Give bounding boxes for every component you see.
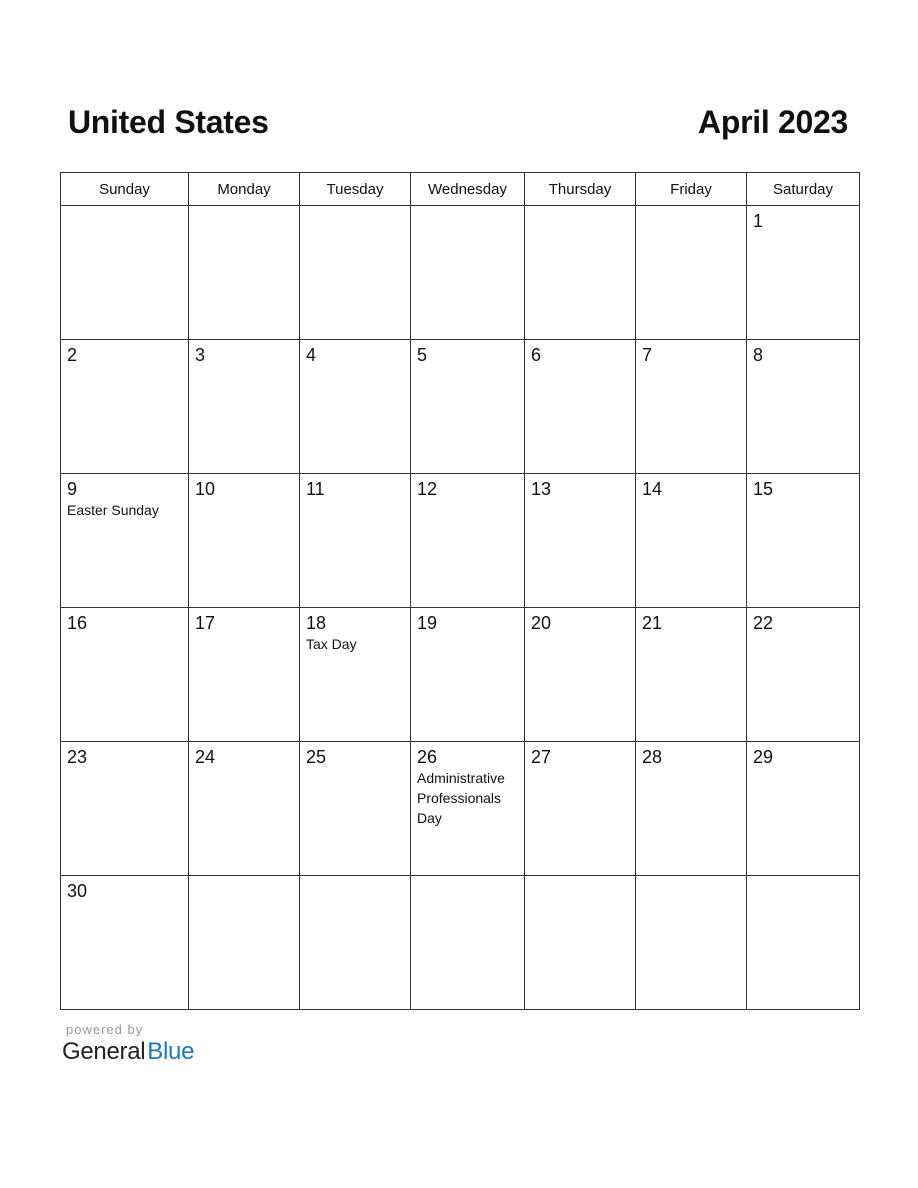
generalblue-logo (62, 1038, 194, 1066)
calendar-day-cell (636, 742, 747, 876)
day-number: 9 (67, 479, 78, 499)
calendar-day-cell (411, 608, 525, 742)
calendar-day-cell (411, 474, 525, 608)
weekday-friday: Friday (636, 173, 747, 206)
day-number: 3 (195, 345, 206, 365)
calendar-day-cell (411, 340, 525, 474)
day-number: 4 (306, 345, 317, 365)
calendar-day-cell (636, 474, 747, 608)
day-number: 14 (642, 479, 663, 499)
day-number: 16 (67, 613, 88, 633)
calendar-week-row (61, 340, 860, 474)
calendar-day-cell (61, 474, 189, 608)
day-number: 15 (753, 479, 774, 499)
day-number: 21 (642, 613, 663, 633)
day-number: 23 (67, 747, 88, 767)
calendar-day-cell (411, 876, 525, 1010)
calendar-day-cell (189, 608, 300, 742)
country-title: United States (68, 104, 269, 140)
calendar-day-cell (636, 206, 747, 340)
calendar-day-cell (300, 742, 411, 876)
weekday-wednesday: Wednesday (411, 173, 525, 206)
day-number: 27 (531, 747, 552, 767)
weekday-header-row (61, 173, 860, 206)
day-number: 17 (195, 613, 216, 633)
day-number: 8 (753, 345, 764, 365)
calendar-day-cell (300, 340, 411, 474)
day-number: 25 (306, 747, 327, 767)
calendar-day-cell (747, 742, 860, 876)
calendar-day-cell (300, 876, 411, 1010)
calendar-week-row (61, 608, 860, 742)
weekday-tuesday: Tuesday (300, 173, 411, 206)
day-number: 6 (531, 345, 542, 365)
calendar-day-cell (189, 742, 300, 876)
calendar-day-cell (747, 608, 860, 742)
day-number: 5 (417, 345, 428, 365)
day-number: 10 (195, 479, 216, 499)
calendar-grid (60, 172, 860, 1010)
day-number: 28 (642, 747, 663, 767)
calendar-day-cell (411, 206, 525, 340)
day-number: 24 (195, 747, 216, 767)
day-number: 7 (642, 345, 653, 365)
calendar-day-cell (636, 608, 747, 742)
holiday-label: Easter Sunday (67, 502, 159, 518)
calendar-day-cell (61, 206, 189, 340)
day-number: 11 (306, 479, 325, 499)
calendar-day-cell (189, 340, 300, 474)
calendar-body (61, 206, 860, 1010)
calendar-day-cell (189, 876, 300, 1010)
calendar-day-cell (300, 608, 411, 742)
calendar-day-cell (525, 608, 636, 742)
holiday-label: Administrative Professionals Day (417, 770, 505, 826)
holiday-label: Tax Day (306, 636, 357, 652)
calendar-week-row (61, 206, 860, 340)
day-number: 26 (417, 747, 438, 767)
calendar-day-cell (636, 876, 747, 1010)
calendar-week-row (61, 474, 860, 608)
weekday-sunday: Sunday (61, 173, 189, 206)
calendar-day-cell (61, 608, 189, 742)
calendar-day-cell (300, 206, 411, 340)
day-number: 2 (67, 345, 78, 365)
calendar-day-cell (525, 340, 636, 474)
day-number: 22 (753, 613, 774, 633)
month-year-title: April 2023 (698, 104, 848, 140)
brand-general-text: General (62, 1038, 146, 1065)
calendar-day-cell (525, 876, 636, 1010)
calendar-day-cell (300, 474, 411, 608)
day-number: 29 (753, 747, 774, 767)
day-number: 19 (417, 613, 438, 633)
calendar-day-cell (525, 474, 636, 608)
day-number: 18 (306, 613, 327, 633)
powered-by-text: powered by (66, 1022, 144, 1037)
calendar-day-cell (189, 206, 300, 340)
day-number: 1 (753, 211, 764, 231)
calendar-day-cell (747, 206, 860, 340)
day-number: 30 (67, 881, 88, 901)
day-number: 12 (417, 479, 438, 499)
weekday-thursday: Thursday (525, 173, 636, 206)
calendar-day-cell (189, 474, 300, 608)
day-number: 20 (531, 613, 552, 633)
calendar-day-cell (636, 340, 747, 474)
calendar-day-cell (525, 206, 636, 340)
calendar-day-cell (411, 742, 525, 876)
calendar-day-cell (747, 340, 860, 474)
brand-blue-text: Blue (147, 1038, 195, 1065)
calendar-day-cell (61, 742, 189, 876)
calendar-day-cell (747, 876, 860, 1010)
calendar-day-cell (525, 742, 636, 876)
calendar-week-row (61, 876, 860, 1010)
calendar-day-cell (747, 474, 860, 608)
day-number: 13 (531, 479, 552, 499)
calendar-day-cell (61, 340, 189, 474)
calendar-week-row (61, 742, 860, 876)
calendar-day-cell (61, 876, 189, 1010)
weekday-monday: Monday (189, 173, 300, 206)
weekday-saturday: Saturday (747, 173, 860, 206)
